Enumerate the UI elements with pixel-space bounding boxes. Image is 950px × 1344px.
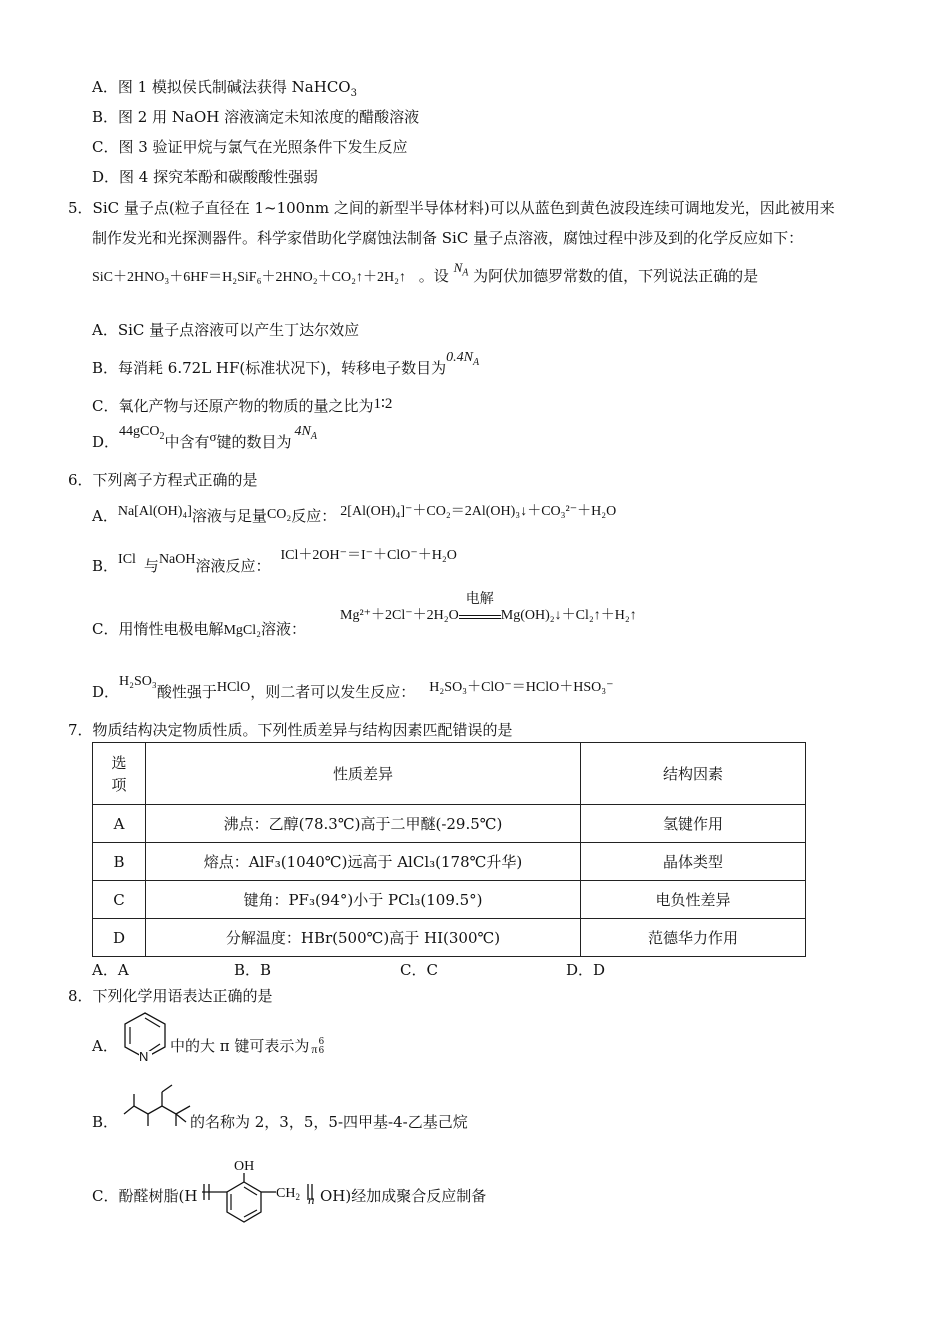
q7-choice-d: D．D <box>566 961 606 979</box>
q4-option-a: A．图 1 模拟侯氏制碱法获得 NaHCO$_3$ <box>92 78 357 99</box>
q6-c-condition: 电解 <box>465 590 494 607</box>
q8-option-a: 中的大 π 键可表示为 π6 6 <box>170 1037 325 1056</box>
q8-stem: 8．下列化学用语表达正确的是 <box>68 987 273 1005</box>
table-row: C 键角：PF₃(94°)小于 PCl₃(109.5°) 电负性差异 <box>93 881 806 919</box>
q8-option-c-prefix: C．酚醛树脂(H <box>92 1187 198 1205</box>
q6-option-a: A．Na[Al(OH)₄]溶液与足量CO₂反应： 2[Al(OH)₄]⁻＋CO₂＝2Al(OH)₃↓＋CO₃²⁻＋H₂O <box>92 504 617 525</box>
pyridine-n-label: N <box>139 1049 149 1062</box>
q4-option-c: C．图 3 验证甲烷与氯气在光照条件下发生反应 <box>92 138 408 156</box>
q6-option-c: C．用惰性电极电解MgCl₂溶液： <box>92 620 307 638</box>
q5-option-c: C．氧化产物与还原产物的物质的量之比为1∶2 <box>92 396 393 415</box>
q7-table <box>92 742 806 957</box>
q5-na-symbol: $N_A$ <box>453 260 469 279</box>
q5-stem-line2: 制作发光和光探测器件。科学家借助化学腐蚀法制备 SiC 量子点溶液，腐蚀过程中涉及到的化学反应如下： <box>92 229 804 247</box>
q6-stem: 6．下列离子方程式正确的是 <box>68 471 258 489</box>
q6-option-b: B．ICl 与NaOH溶液反应：ICl＋2OH⁻＝I⁻＋ClO⁻＋H₂O <box>92 548 457 575</box>
q6-c-equation: Mg²⁺＋2Cl⁻＋2H₂O 电解 Mg(OH)₂↓＋Cl₂↑＋H₂↑ <box>340 590 637 623</box>
q4-option-d: D．图 4 探究苯酚和碳酸酸性强弱 <box>92 168 319 186</box>
q7-header-factor: 结构因素 <box>581 743 806 805</box>
q7-choice-b: B．B <box>234 961 272 979</box>
q5-option-b: B．每消耗 6.72L HF(标准状况下)，转移电子数目为$0.4N_A$ <box>92 350 480 377</box>
table-row: D 分解温度：HBr(500℃)高于 HI(300℃) 范德华力作用 <box>93 919 806 957</box>
table-row: B 熔点：AlF₃(1040℃)远高于 AlCl₃(178℃升华) 晶体类型 <box>93 843 806 881</box>
q7-choice-a: A．A <box>92 961 129 979</box>
q5-equation-line: SiC＋2HNO₃＋6HF＝H₂SiF₆＋2HNO₂＋CO₂↑＋2H₂↑ 。设 $N_A$ 为阿伏加德罗常数的值，下列说法正确的是 <box>92 260 759 285</box>
q8-option-c: OH)经加成聚合反应制备 <box>320 1187 487 1205</box>
q5-option-d: D．44gCO$_2$中含有σ键的数目为$4N_A$ <box>92 424 317 451</box>
q7-stem: 7．物质结构决定物质性质。下列性质差异与结构因素匹配错误的是 <box>68 721 513 739</box>
pyridine-structure <box>120 1010 170 1062</box>
q7-header-property: 性质差异 <box>146 743 581 805</box>
resin-oh-label: OH <box>234 1159 255 1174</box>
q7-choice-c: C．C <box>400 961 438 979</box>
q6-option-d: D．H₂SO₃酸性强于HClO，则二者可以发生反应： H₂SO₃＋ClO⁻＝HClO＋HSO₃⁻ <box>92 674 614 701</box>
table-row: A 沸点：乙醇(78.3℃)高于二甲醚(-29.5℃) 氢键作用 <box>93 805 806 843</box>
q8-option-a-prefix: A． <box>92 1037 118 1055</box>
alkane-skeletal-structure <box>120 1080 192 1130</box>
q8-option-b: 的名称为 2，3，5，5-四甲基-4-乙基己烷 <box>190 1113 468 1131</box>
q8-option-b-prefix: B． <box>92 1113 119 1131</box>
phenolic-resin-structure <box>196 1154 336 1230</box>
q7-header-option: 选 项 <box>93 743 146 805</box>
q5-equation: SiC＋2HNO₃＋6HF＝H₂SiF₆＋2HNO₂＋CO₂↑＋2H₂↑ <box>92 270 406 285</box>
q5-stem-line1: 5．SiC 量子点(粒子直径在 1~100nm 之间的新型半导体材料)可以从蓝色到黄色波段连续可调地发光，因此被用来 <box>68 199 835 217</box>
q4-option-b: B．图 2 用 NaOH 溶液滴定未知浓度的醋酸溶液 <box>92 108 420 126</box>
resin-n-label: n <box>308 1192 315 1207</box>
resin-ch2-label: $CH_2$ <box>276 1186 300 1202</box>
q5-option-a: A．SiC 量子点溶液可以产生丁达尔效应 <box>92 321 360 339</box>
